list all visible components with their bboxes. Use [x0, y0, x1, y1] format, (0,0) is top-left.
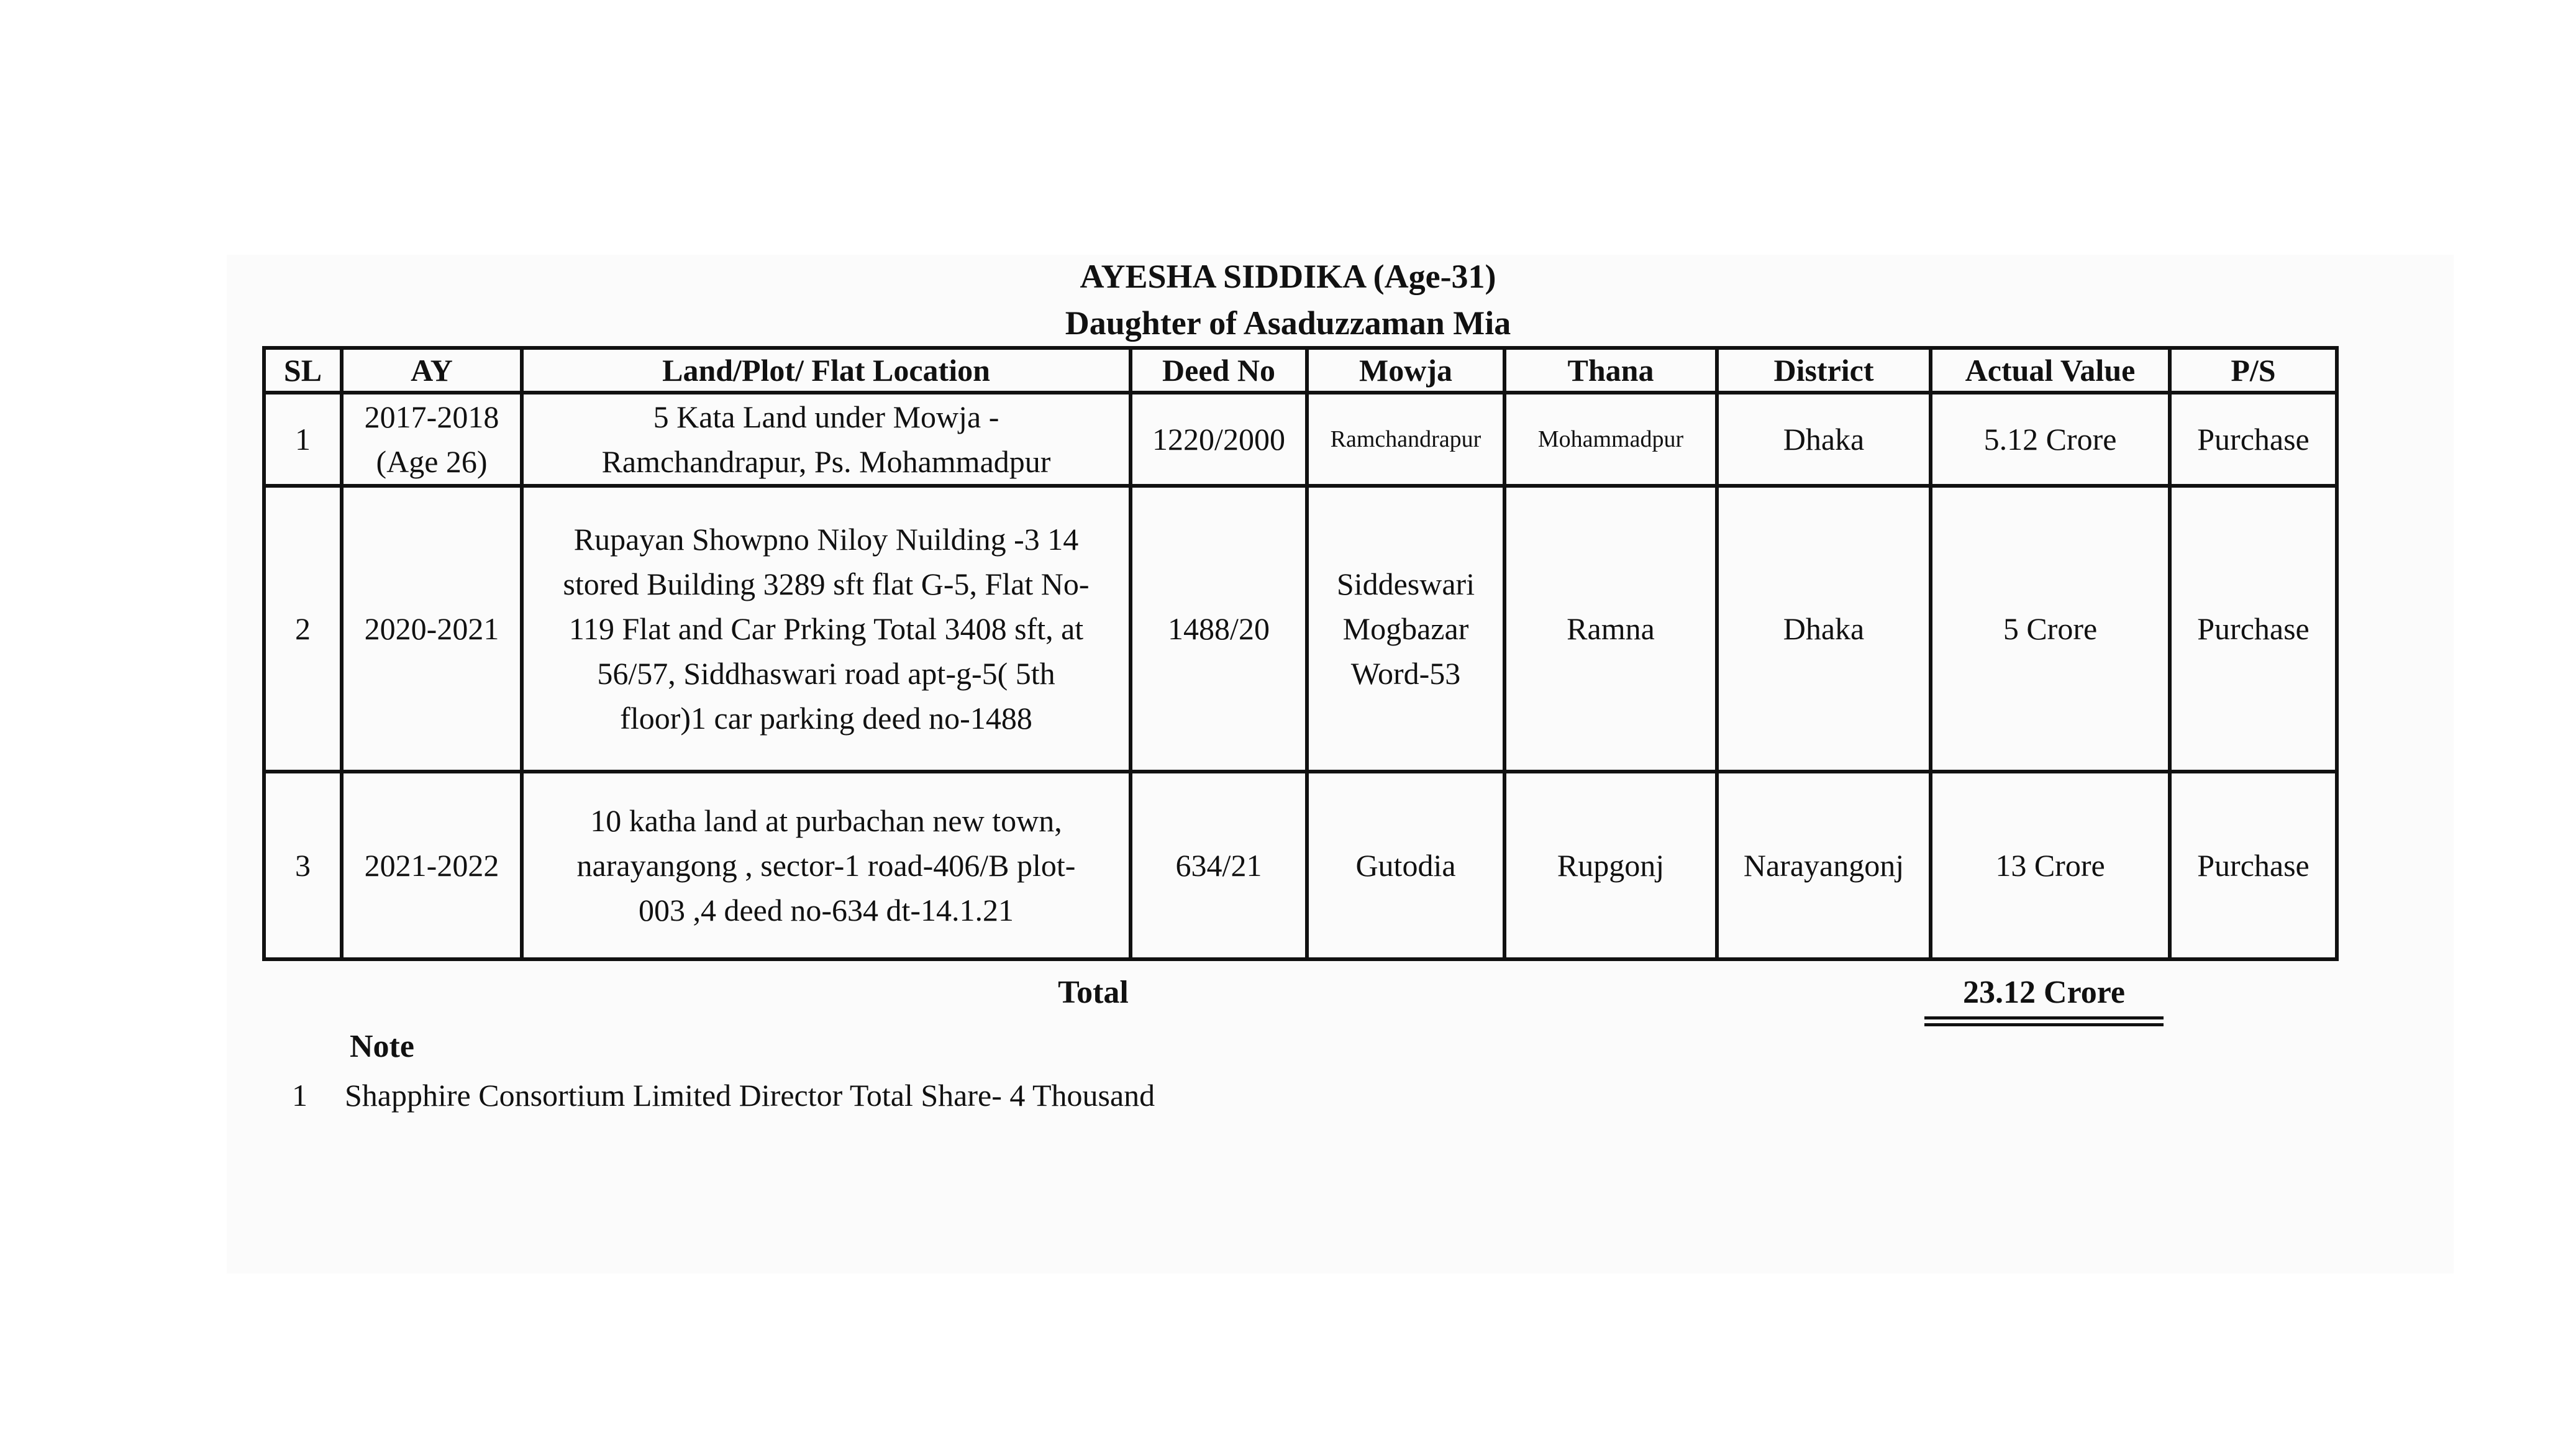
cell-line: 10 katha land at purbachan new town,: [590, 803, 1062, 838]
cell-line: Gutodia: [1355, 848, 1456, 883]
cell-line: 5 Kata Land under Mowja -: [653, 399, 999, 434]
cell-mowja: [1307, 393, 1504, 486]
cell-sl: 3: [264, 772, 342, 959]
cell-district: Dhaka: [1717, 393, 1931, 486]
cell-deed-no: 1220/2000: [1131, 393, 1307, 486]
cell-line: Word-53: [1350, 656, 1461, 691]
cell-line: 2020-2021: [364, 611, 499, 646]
note-number: 1: [292, 1078, 307, 1113]
note-item: [292, 1075, 1155, 1116]
total-label: Total: [1058, 975, 1129, 1010]
cell-location: [522, 393, 1131, 486]
cell-mowja: [1307, 772, 1504, 959]
document-subtitle: Daughter of Asaduzzaman Mia: [1065, 304, 1511, 342]
cell-ay: [342, 486, 522, 772]
cell-sl: 1: [264, 393, 342, 486]
column-header-ps: P/S: [2170, 348, 2337, 393]
column-header-mowja: Mowja: [1307, 348, 1504, 393]
cell-line: Rupayan Showpno Niloy Nuilding -3 14: [573, 522, 1079, 557]
cell-line: narayangong , sector-1 road-406/B plot-: [576, 848, 1076, 883]
table-header-row: [264, 348, 2337, 393]
cell-actual-value: 13 Crore: [1931, 772, 2170, 959]
cell-line: Mogbazar: [1342, 611, 1469, 646]
column-header-thana: Thana: [1504, 348, 1717, 393]
cell-line: (Age 26): [376, 444, 488, 479]
table-row: [264, 393, 2337, 486]
cell-ps: Purchase: [2170, 393, 2337, 486]
note-heading: Note: [350, 1029, 414, 1064]
cell-location: [522, 772, 1131, 959]
column-header-actual-value: Actual Value: [1931, 348, 2170, 393]
document-title: AYESHA SIDDIKA (Age-31): [1080, 258, 1496, 295]
cell-ay: [342, 393, 522, 486]
column-header-district: District: [1717, 348, 1931, 393]
cell-line: Ramchandrapur, Ps. Mohammadpur: [601, 444, 1051, 479]
cell-thana: Mohammadpur: [1504, 393, 1717, 486]
cell-district: Dhaka: [1717, 486, 1931, 772]
cell-thana: Ramna: [1504, 486, 1717, 772]
cell-ps: Purchase: [2170, 486, 2337, 772]
cell-line: 003 ,4 deed no-634 dt-14.1.21: [638, 893, 1014, 928]
cell-thana: Rupgonj: [1504, 772, 1717, 959]
cell-ay: [342, 772, 522, 959]
total-value: 23.12 Crore: [1963, 975, 2125, 1010]
cell-line: Siddeswari: [1336, 567, 1475, 601]
asset-table: [262, 346, 2339, 961]
note-text: Shapphire Consortium Limited Director Total Share- 4 Thousand: [345, 1078, 1155, 1113]
cell-line: 2021-2022: [364, 848, 499, 883]
table-row: [264, 772, 2337, 959]
cell-line: 56/57, Siddhaswari road apt-g-5( 5th: [597, 656, 1055, 691]
cell-location: [522, 486, 1131, 772]
cell-mowja: [1307, 486, 1504, 772]
cell-line: stored Building 3289 sft flat G-5, Flat No-: [563, 567, 1090, 601]
cell-deed-no: 634/21: [1131, 772, 1307, 959]
column-header-location: Land/Plot/ Flat Location: [522, 348, 1131, 393]
column-header-sl: SL: [264, 348, 342, 393]
total-double-underline: [1924, 1016, 2164, 1026]
cell-district: Narayangonj: [1717, 772, 1931, 959]
cell-line: 119 Flat and Car Prking Total 3408 sft, at: [568, 611, 1084, 646]
cell-line: 2017-2018: [364, 399, 499, 434]
column-header-ay: AY: [342, 348, 522, 393]
cell-deed-no: 1488/20: [1131, 486, 1307, 772]
cell-sl: 2: [264, 486, 342, 772]
cell-actual-value: 5.12 Crore: [1931, 393, 2170, 486]
cell-ps: Purchase: [2170, 772, 2337, 959]
column-header-deed-no: Deed No: [1131, 348, 1307, 393]
cell-line: floor)1 car parking deed no-1488: [620, 701, 1032, 736]
cell-actual-value: 5 Crore: [1931, 486, 2170, 772]
table-row: [264, 486, 2337, 772]
cell-line: Ramchandrapur: [1330, 426, 1481, 452]
